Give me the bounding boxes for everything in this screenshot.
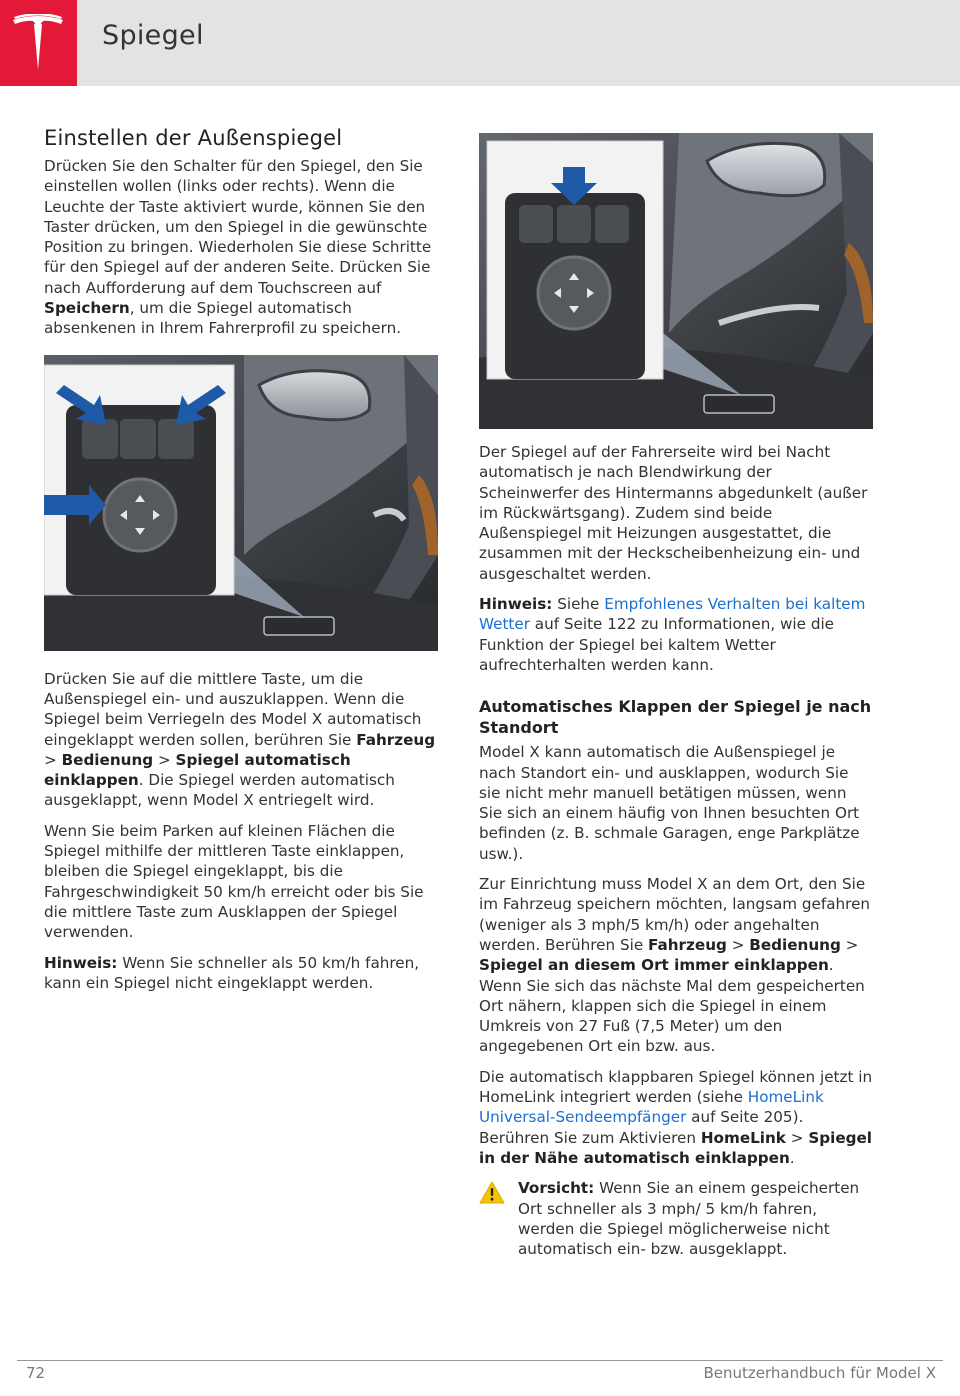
caution-box (479, 1178, 873, 1259)
link-homelink[interactable]: HomeLink Universal-Sendeempfänger (479, 1088, 824, 1127)
mirror-switch-figure (479, 133, 873, 429)
note-cold-weather: Hinweis: Siehe Empfohlenes Verhalten bei kaltem Wetter auf Seite 122 zu Informationen, wie die Funktion der Spiegel bei kaltem Wetter aufrechterhalten werden kann. (479, 595, 866, 674)
paragraph-parking-fold: Wenn Sie beim Parken auf kleinen Flächen die Spiegel mithilfe der mittleren Taste einklappen, bleiben die Spiegel eingeklappt, bis die Fahrgeschwindigkeit 50 km/h erreicht oder bis Sie die mittlere Taste zum Ausklappen der Spiegel verwenden. (44, 821, 424, 942)
left-column (44, 126, 438, 1003)
tesla-logo-icon (10, 14, 66, 72)
paragraph-setup: Zur Einrichtung muss Model X an dem Ort, den Sie im Fahrzeug speichern möchten, langsam gefahren (weniger als 3 mph/5 km/h) oder angehalten werden. Berühren Sie Fahrzeug > Bedienung > Spiegel an diesem Ort immer einklappen. Wenn Sie sich das nächste Mal dem gespeicherten Ort nähern, klappen sich die Spiegel in einem Umkreis von 27 Fuß (7,5 Meter) um den angegebenen Ort ein bzw. aus. (479, 875, 871, 1056)
tesla-logo (0, 0, 77, 86)
paragraph-location-fold: Model X kann automatisch die Außenspiegel je nach Standort ein- und ausklappen, wodurch Sie sie nicht mehr manuell betätigen müssen, wenn Sie sich an einem häufig von Ihnen besuchten Ort befinden (z. B. schmale Garagen, enge Parkplätze usw.). (479, 743, 860, 863)
page-header (0, 0, 960, 86)
page-number: 72 (26, 1364, 46, 1382)
right-column (479, 133, 873, 1269)
paragraph-auto-dim: Der Spiegel auf der Fahrerseite wird bei Nacht automatisch je nach Blendwirkung der Scheinwerfer des Hintermanns abgedunkelt (außer im Rückwärtsgang). Zudem sind beide Außenspiegel mit Heizungen ausgestattet, die zusammen mit der Heckscheibenheizung ein- und ausgeschaltet werden. (479, 443, 868, 583)
warning-triangle-icon (479, 1181, 505, 1208)
footer-divider (17, 1360, 943, 1361)
mirror-adjust-figure (44, 355, 438, 651)
caution-text: Vorsicht: Wenn Sie an einem gespeicherten Ort schneller als 3 mph/ 5 km/h fahren, werden die Spiegel möglicherweise nicht automatisch ein- bzw. ausgeklappt. (518, 1179, 860, 1259)
link-cold-weather[interactable]: Empfohlenes Verhalten bei kaltem Wetter (479, 595, 866, 634)
chapter-title: Spiegel (102, 20, 204, 51)
note-speed: Hinweis: Wenn Sie schneller als 50 km/h fahren, kann ein Spiegel nicht eingeklappt werden. (44, 953, 420, 992)
paragraph-fold-mirrors: Drücken Sie auf die mittlere Taste, um die Außenspiegel ein- und auszuklappen. Wenn die Spiegel beim Verriegeln des Model X automatisch eingeklappt werden sollen, berühren Sie Fahrzeug > Bedienung > Spiegel automatisch einklappen. Die Spiegel werden automatisch ausgeklappt, wenn Model X entriegelt wird. (44, 669, 436, 810)
section-heading: Einstellen der Außenspiegel (44, 126, 343, 150)
paragraph-homelink: Die automatisch klappbaren Spiegel können jetzt in HomeLink integriert werden (siehe HomeLink Universal-Sendeempfänger auf Seite 205). Berühren Sie zum Aktivieren HomeLink > Spiegel in der Nähe automatisch einklappen. (479, 1067, 873, 1167)
footer-title: Benutzerhandbuch für Model X (703, 1364, 936, 1382)
subsection-heading: Automatisches Klappen der Spiegel je nach Standort (479, 697, 872, 737)
paragraph-adjust-mirrors: Drücken Sie den Schalter für den Spiegel, den Sie einstellen wollen (links oder rechts). Wenn die Leuchte der Taste aktiviert wurde, können Sie den Taster drücken, um den Spiegel in die gewünschte Position zu bringen. Wiederholen Sie diese Schritte für den Spiegel auf der anderen Seite. Drücken Sie nach Aufforderung auf dem Touchscreen auf Speichern, um die Spiegel automatisch absenkenen in Ihrem Fahrerprofil zu speichern. (44, 157, 432, 338)
